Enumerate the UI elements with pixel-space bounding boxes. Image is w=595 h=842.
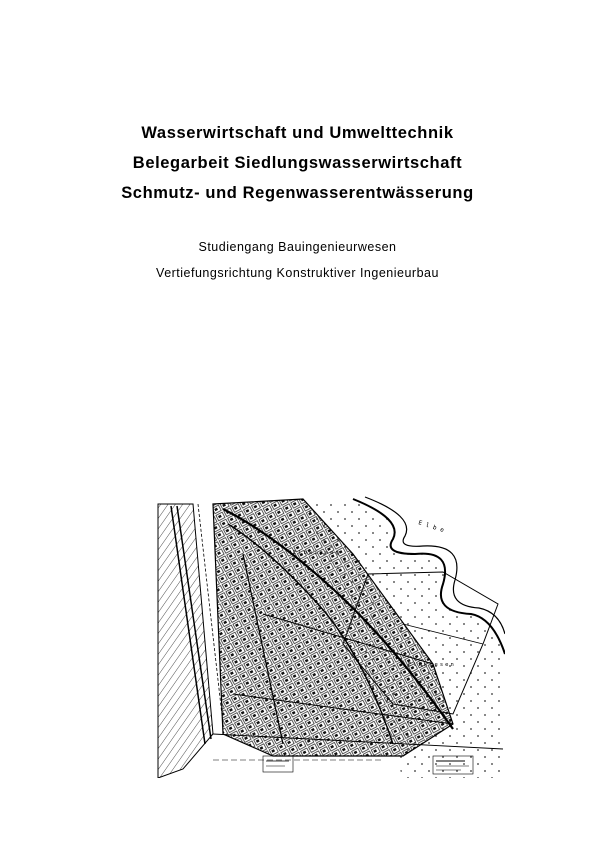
degree-program: Studiengang Bauingenieurwesen xyxy=(198,240,397,254)
main-title: Wasserwirtschaft und Umwelttechnik xyxy=(141,124,454,142)
map-label-elbe: Elbe xyxy=(417,519,449,536)
specialization: Vertiefungsrichtung Konstruktiver Ingenieurbau xyxy=(156,266,439,280)
map-label-meadows-2: Elbwiesen xyxy=(408,662,456,668)
project-title: Belegarbeit Siedlungswasserwirtschaft xyxy=(132,154,463,172)
map-label-meadows-1: Elbwiesen xyxy=(293,550,341,556)
subtitle-block xyxy=(0,234,595,286)
topic-title: Schmutz- und Regenwasserentwässerung xyxy=(121,184,474,202)
site-plan-map xyxy=(153,494,505,778)
title-block xyxy=(0,118,595,208)
